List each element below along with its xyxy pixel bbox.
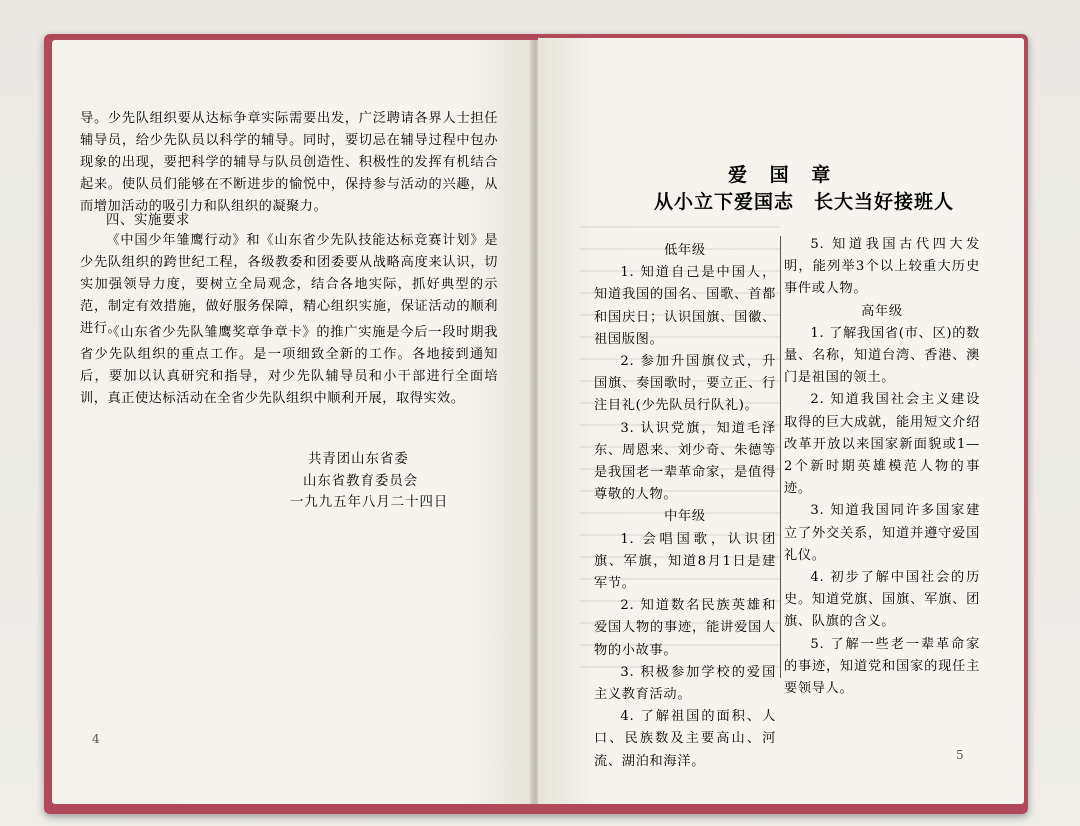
low-item-1: 1. 知道自己是中国人，知道我国的国名、国歌、首都和国庆日；认识国旗、国徽、祖国版图。 [594, 265, 776, 347]
low-item-3: 3. 认识党旗，知道毛泽东、周恩来、刘少奇、朱德等是我国老一辈革命家，是值得尊敬的人物。 [594, 420, 776, 503]
mid-item-1: 1. 会唱国歌，认识团旗、军旗，知道8月1日是建军节。 [594, 531, 776, 592]
left-column [594, 240, 776, 773]
high-item-2: 2. 知道我国社会主义建设取得的巨大成就，能用短文介绍改革开放以来国家新面貌或1—2个新时期英雄模范人物的事迹。 [784, 392, 980, 497]
badge-title: 爱 国 章 [728, 164, 839, 186]
level-label-low: 低年级 [664, 243, 706, 258]
column-divider [780, 236, 781, 678]
badge-subtitle: 从小立下爱国志 长大当好接班人 [654, 191, 955, 213]
high-item-5: 5. 了解一些老一辈革命家的事迹，知道党和国家的现任主要领导人。 [784, 636, 980, 697]
left-paragraph-1: 导。少先队组织要从达标争章实际需要出发，广泛聘请各界人士担任辅导员，给少先队员以科学的辅导。同时，要切忌在辅导过程中包办现象的出现，要把科学的辅导与队员创造性、积极性的发挥有机结合起来。使队员们能够在不断进步的愉悦中，保持参与活动的兴趣，从而增加活动的吸引力和队组织的凝聚力。 [80, 111, 498, 214]
right-column [784, 234, 980, 700]
mid-item-2: 2. 知道数名民族英雄和爱国人物的事迹，能讲爱国人物的小故事。 [594, 598, 776, 658]
mid-item-3: 3. 积极参加学校的爱国主义教育活动。 [594, 664, 776, 703]
high-item-3: 3. 知道我国同许多国家建立了外交关系，知道并遵守爱国礼仪。 [784, 503, 980, 563]
high-item-1: 1. 了解我国省(市、区)的数量、名称，知道台湾、香港、澳门是祖国的领土。 [784, 325, 980, 386]
page-number-left: 4 [92, 732, 100, 746]
level-label-high: 高年级 [861, 303, 903, 319]
section-heading: 四、实施要求 [106, 213, 190, 228]
mid-item-5: 5. 知道我国古代四大发明，能列举3个以上较重大历史事件或人物。 [784, 237, 980, 297]
high-item-4: 4. 初步了解中国社会的历史。知道党旗、国旗、军旗、团旗、队旗的含义。 [784, 570, 980, 630]
signature-line-2: 山东省教育委员会 [303, 474, 419, 489]
signature-date: 一九九五年八月二十四日 [290, 495, 449, 510]
left-paragraph-3: 《山东省少先队雏鹰奖章争章卡》的推广实施是今后一段时期我省少先队组织的重点工作。是一项细致全新的工作。各地接到通知后，要加以认真研究和指导，对少先队辅导员和小干部进行全面培训，真正使达标活动在全省少先队组织中顺利开展，取得实效。 [80, 325, 498, 406]
mid-item-4: 4. 了解祖国的面积、人口、民族数及主要高山、河流、湖泊和海洋。 [594, 709, 776, 769]
left-paragraph-2: 《中国少年雏鹰行动》和《山东省少先队技能达标竞赛计划》是少先队组织的跨世纪工程，各级教委和团委要从战略高度来认识，切实加强领导力度，要树立全局观念，结合各地实际，抓好典型的示范，制定有效措施，做好服务保障，精心组织实施，保证活动的顺利进行。 [80, 233, 498, 336]
level-label-mid: 中年级 [664, 509, 706, 525]
low-item-2: 2. 参加升国旗仪式，升国旗、奏国歌时，要立正、行注目礼(少先队员行队礼)。 [594, 354, 776, 414]
signature-line-1: 共青团山东省委 [308, 452, 409, 467]
page-number-right: 5 [956, 748, 964, 762]
